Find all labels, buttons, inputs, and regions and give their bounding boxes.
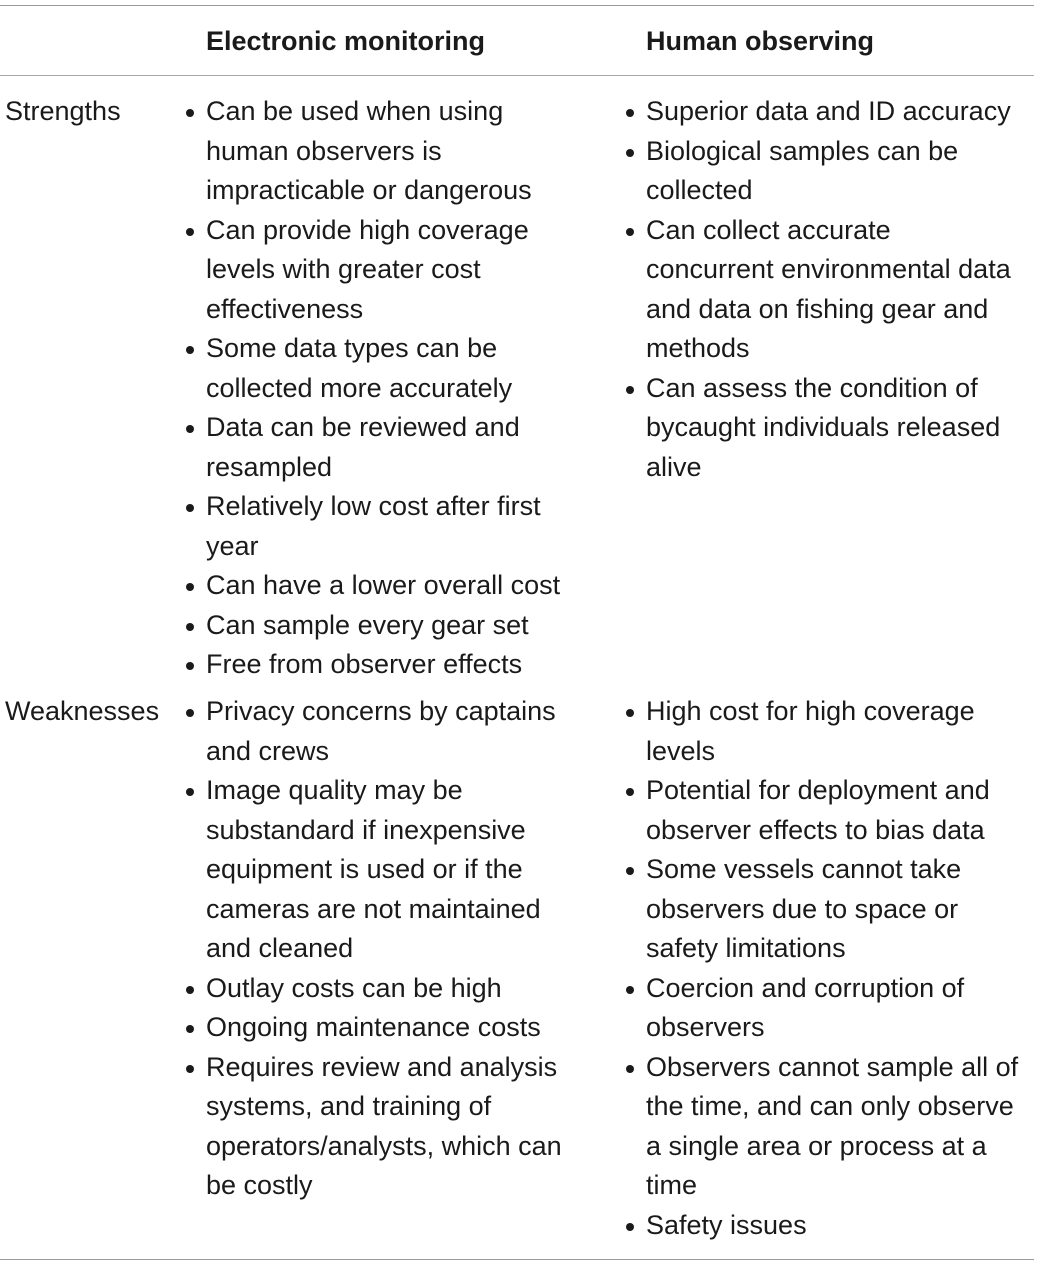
weaknesses-electronic-list <box>186 692 601 1206</box>
bullet-item <box>626 92 1040 132</box>
bullet-line: and crews <box>206 735 330 766</box>
bullet-item <box>186 1048 601 1206</box>
bullet-item-text <box>206 211 601 330</box>
bullet-line: Can sample every gear set <box>206 609 529 640</box>
bullet-item <box>626 771 1040 850</box>
bullet-line: Some data types can be <box>206 333 498 363</box>
bullet-line: safety limitations <box>646 933 846 963</box>
bullet-item <box>626 1206 1040 1246</box>
bullet-line: Potential for deployment and <box>646 775 990 805</box>
bullet-line: Relatively low cost after first <box>206 491 541 521</box>
bullet-item <box>186 606 601 646</box>
bullet-line: Requires review and analysis <box>206 1051 558 1082</box>
bullet-line: operators/analysts, which can <box>206 1130 562 1161</box>
bullet-item-text <box>206 1048 601 1206</box>
bullet-line: levels <box>646 735 716 766</box>
bullet-item-text <box>646 850 1040 969</box>
bullet-item <box>186 408 601 487</box>
bullet-item-text <box>206 969 601 1009</box>
bullet-item-text <box>206 771 601 969</box>
bullet-item <box>186 487 601 566</box>
bullet-item-text <box>206 92 601 211</box>
bullet-item-text <box>206 606 601 646</box>
bullet-item <box>186 1008 601 1048</box>
bullet-line: Can have a lower overall cost <box>206 570 561 600</box>
bullet-item-text <box>206 487 601 566</box>
bullet-line: observer effects to bias data <box>646 814 985 845</box>
bullet-item <box>626 211 1040 369</box>
bullet-item <box>186 329 601 408</box>
bullet-line: Can be used when using <box>206 96 504 126</box>
bullet-line: Can assess the condition of <box>646 372 978 403</box>
table-top-rule <box>0 5 1034 6</box>
bullet-line: Free from observer effects <box>206 649 523 679</box>
table-header-rule <box>0 75 1034 76</box>
bullet-line: and cleaned <box>206 933 354 963</box>
weaknesses-human-list <box>626 692 1040 1245</box>
bullet-item-text <box>646 1206 1040 1246</box>
bullet-line: time <box>646 1170 698 1200</box>
bullet-line: High cost for high coverage <box>646 696 975 726</box>
bullet-item-text <box>646 969 1040 1048</box>
bullet-line: Outlay costs can be high <box>206 972 502 1003</box>
bullet-line: methods <box>646 333 750 363</box>
bullet-line: Can provide high coverage <box>206 214 529 245</box>
bullet-item-text <box>646 1048 1040 1206</box>
bullet-line: resampled <box>206 451 333 482</box>
bullet-item-text <box>646 132 1040 211</box>
bullet-line: observers due to space or <box>646 893 959 924</box>
bullet-item-text <box>206 645 601 685</box>
row-label-strengths: Strengths <box>5 96 121 126</box>
bullet-item <box>186 692 601 771</box>
bullet-line: Can collect accurate <box>646 214 891 245</box>
header-electronic-monitoring: Electronic monitoring <box>206 26 486 56</box>
bullet-line: Biological samples can be <box>646 135 959 166</box>
bullet-line: alive <box>646 451 702 482</box>
bullet-item-text <box>206 566 601 606</box>
bullet-line: Safety issues <box>646 1209 807 1240</box>
bullet-item <box>626 1048 1040 1206</box>
bullet-item-text <box>646 369 1040 488</box>
bullet-line: concurrent environmental data <box>646 254 1011 284</box>
bullet-line: effectiveness <box>206 293 364 324</box>
bullet-line: collected more accurately <box>206 372 513 403</box>
row-label-weaknesses: Weaknesses <box>5 696 160 726</box>
bullet-line: the time, and can only observe <box>646 1091 1014 1121</box>
bullet-line: be costly <box>206 1170 313 1200</box>
bullet-line: Observers cannot sample all of <box>646 1051 1019 1082</box>
bullet-item <box>626 850 1040 969</box>
bullet-line: Some vessels cannot take <box>646 854 962 884</box>
strengths-electronic-list <box>186 92 601 685</box>
bullet-item <box>186 211 601 330</box>
bullet-item-text <box>206 329 601 408</box>
bullet-item <box>626 692 1040 771</box>
bullet-item <box>626 132 1040 211</box>
header-human-observing: Human observing <box>646 26 875 56</box>
bullet-line: levels with greater cost <box>206 254 481 284</box>
bullet-item <box>186 771 601 969</box>
bullet-item <box>186 645 601 685</box>
bullet-item-text <box>206 1008 601 1048</box>
bullet-line: Privacy concerns by captains <box>206 696 556 726</box>
bullet-line: Coercion and corruption of <box>646 972 965 1003</box>
bullet-line: Ongoing maintenance costs <box>206 1012 541 1042</box>
bullet-item-text <box>206 692 601 771</box>
bullet-line: cameras are not maintained <box>206 893 541 924</box>
bullet-item <box>626 969 1040 1048</box>
bullet-line: year <box>206 530 259 561</box>
bullet-line: Image quality may be <box>206 775 463 805</box>
bullet-line: Superior data and ID accuracy <box>646 96 1011 126</box>
bullet-line: collected <box>646 175 753 205</box>
strengths-human-list <box>626 92 1040 487</box>
bullet-line: Data can be reviewed and <box>206 412 520 442</box>
bullet-line: systems, and training of <box>206 1091 492 1121</box>
bullet-item <box>186 969 601 1009</box>
bullet-line: bycaught individuals released <box>646 412 1001 442</box>
bullet-item-text <box>646 771 1040 850</box>
bullet-item-text <box>646 92 1040 132</box>
bullet-item <box>186 92 601 211</box>
bullet-item <box>626 369 1040 488</box>
bullet-item-text <box>646 211 1040 369</box>
bullet-line: observers <box>646 1012 765 1042</box>
bullet-item-text <box>646 692 1040 771</box>
bullet-line: human observers is <box>206 135 442 166</box>
bullet-line: and data on fishing gear and <box>646 293 989 324</box>
bullet-item-text <box>206 408 601 487</box>
bullet-item <box>186 566 601 606</box>
bullet-line: substandard if inexpensive <box>206 814 526 845</box>
bullet-line: a single area or process at a <box>646 1130 987 1161</box>
table-bottom-rule <box>0 1259 1034 1260</box>
bullet-line: impracticable or dangerous <box>206 175 532 205</box>
bullet-line: equipment is used or if the <box>206 854 523 884</box>
